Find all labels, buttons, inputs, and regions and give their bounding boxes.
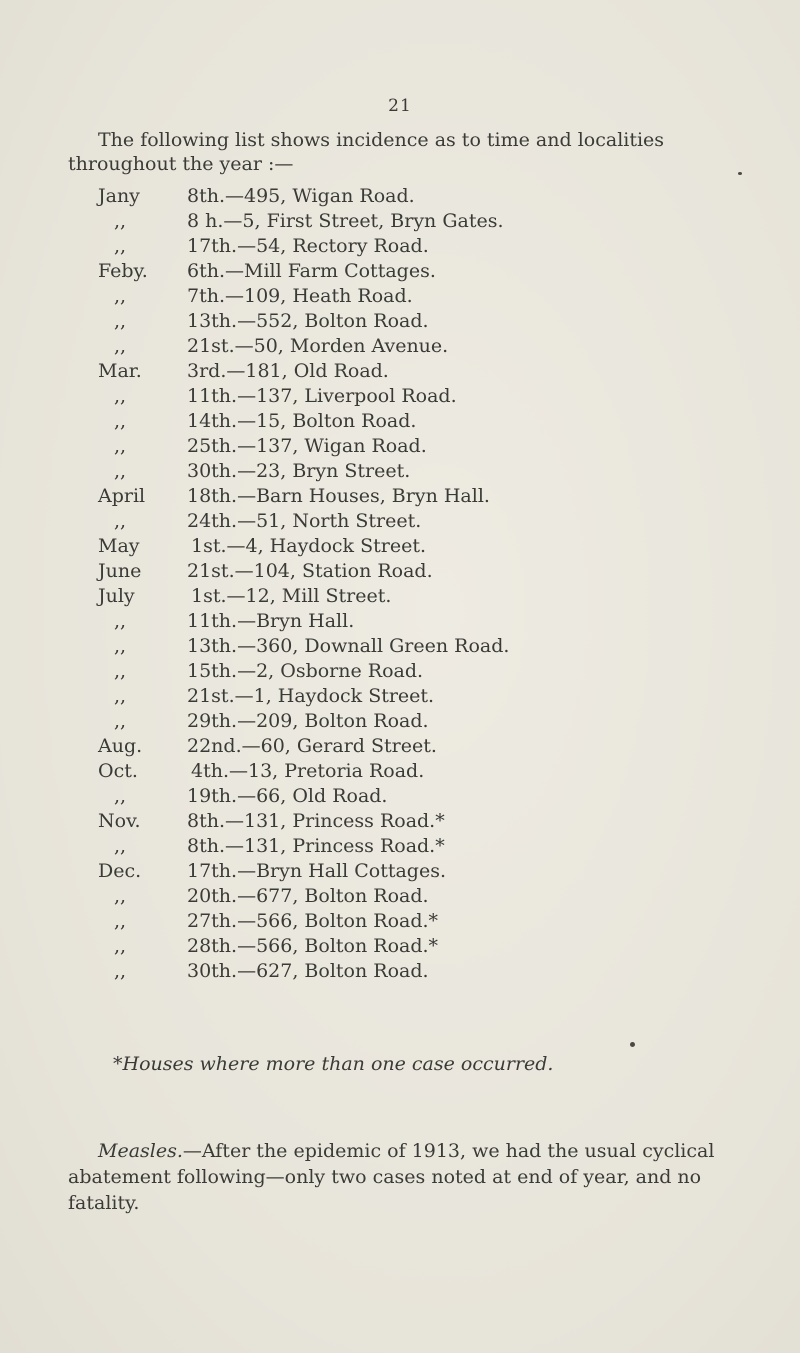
- entry-month: ,,: [114, 710, 127, 732]
- list-item: [0, 784, 800, 809]
- entry-text: 27th.—566, Bolton Road.*: [187, 910, 439, 932]
- entry-month: Oct.: [98, 760, 138, 782]
- incidence-list: [0, 184, 800, 984]
- entry-month: ,,: [114, 210, 127, 232]
- list-item: [0, 209, 800, 234]
- entry-month: ,,: [114, 235, 127, 257]
- entry-text: 17th.—54, Rectory Road.: [187, 235, 429, 257]
- list-item: [0, 484, 800, 509]
- entry-month: ,,: [114, 310, 127, 332]
- entry-text: 15th.—2, Osborne Road.: [187, 660, 424, 682]
- entry-month: ,,: [114, 410, 127, 432]
- intro-paragraph: [68, 128, 748, 176]
- entry-month: ,,: [114, 635, 127, 657]
- entry-text: 30th.—23, Bryn Street.: [187, 460, 411, 482]
- list-item: [0, 409, 800, 434]
- list-item: [0, 634, 800, 659]
- list-item: [0, 709, 800, 734]
- list-item: [0, 934, 800, 959]
- list-item: [0, 909, 800, 934]
- entry-text: 3rd.—181, Old Road.: [187, 360, 389, 382]
- entry-month: ,,: [114, 910, 127, 932]
- entry-text: 8th.—495, Wigan Road.: [187, 185, 415, 207]
- entry-text: 13th.—360, Downall Green Road.: [187, 635, 510, 657]
- entry-month: ,,: [114, 335, 127, 357]
- entry-text: 29th.—209, Bolton Road.: [187, 710, 429, 732]
- entry-text: 25th.—137, Wigan Road.: [187, 435, 427, 457]
- list-item: [0, 459, 800, 484]
- list-item: [0, 809, 800, 834]
- list-item: [0, 309, 800, 334]
- entry-text: 28th.—566, Bolton Road.*: [187, 935, 439, 957]
- list-item: [0, 334, 800, 359]
- list-item: [0, 659, 800, 684]
- list-item: [0, 834, 800, 859]
- entry-text: 1st.—4, Haydock Street.: [191, 535, 427, 557]
- entry-text: 18th.—Barn Houses, Bryn Hall.: [187, 485, 490, 507]
- entry-month: Aug.: [98, 735, 143, 757]
- list-item: [0, 234, 800, 259]
- entry-month: ,,: [114, 610, 127, 632]
- entry-month: ,,: [114, 835, 127, 857]
- entry-text: 21st.—1, Haydock Street.: [187, 685, 435, 707]
- entry-text: 8th.—131, Princess Road.*: [187, 810, 445, 832]
- entry-text: 11th.—Bryn Hall.: [187, 610, 355, 632]
- list-item: [0, 734, 800, 759]
- list-item: [0, 684, 800, 709]
- measles-line-2: abatement following—only two cases noted at end of year, and no: [68, 1166, 702, 1188]
- intro-line-1: The following list shows incidence as to time and localities: [98, 129, 665, 151]
- entry-month: April: [98, 485, 146, 507]
- entry-month: ,,: [114, 960, 127, 982]
- ink-speck: [738, 172, 742, 175]
- entry-month: ,,: [114, 385, 127, 407]
- ink-speck: [630, 1042, 635, 1047]
- list-item: [0, 284, 800, 309]
- entry-month: July: [98, 585, 135, 607]
- entry-text: 24th.—51, North Street.: [187, 510, 422, 532]
- entry-month: ,,: [114, 660, 127, 682]
- entry-text: 8 h.—5, First Street, Bryn Gates.: [187, 210, 504, 232]
- entry-month: ,,: [114, 460, 127, 482]
- entry-text: 13th.—552, Bolton Road.: [187, 310, 429, 332]
- entry-month: ,,: [114, 510, 127, 532]
- entry-month: ,,: [114, 935, 127, 957]
- entry-text: 6th.—Mill Farm Cottages.: [187, 260, 436, 282]
- entry-month: ,,: [114, 685, 127, 707]
- entry-month: ,,: [114, 435, 127, 457]
- list-item: [0, 384, 800, 409]
- page-number: 21: [388, 96, 412, 116]
- measles-line-3: fatality.: [68, 1192, 140, 1214]
- entry-month: Nov.: [98, 810, 141, 832]
- entry-text: 1st.—12, Mill Street.: [191, 585, 392, 607]
- entry-month: June: [98, 560, 142, 582]
- entry-text: 8th.—131, Princess Road.*: [187, 835, 445, 857]
- list-item: [0, 884, 800, 909]
- list-item: [0, 559, 800, 584]
- entry-text: 21st.—104, Station Road.: [187, 560, 433, 582]
- entry-month: Dec.: [98, 860, 142, 882]
- measles-line-1-text: —After the epidemic of 1913, we had the usual cyclical: [182, 1140, 715, 1162]
- entry-month: ,,: [114, 785, 127, 807]
- list-item: [0, 359, 800, 384]
- entry-text: 19th.—66, Old Road.: [187, 785, 388, 807]
- entry-text: 17th.—Bryn Hall Cottages.: [187, 860, 447, 882]
- list-item: [0, 534, 800, 559]
- entry-text: 4th.—13, Pretoria Road.: [191, 760, 425, 782]
- list-item: [0, 609, 800, 634]
- entry-text: 7th.—109, Heath Road.: [187, 285, 413, 307]
- entry-text: 21st.—50, Morden Avenue.: [187, 335, 449, 357]
- entry-month: Jany: [98, 185, 140, 207]
- entry-month: Mar.: [98, 360, 142, 382]
- list-item: [0, 184, 800, 209]
- entry-text: 11th.—137, Liverpool Road.: [187, 385, 457, 407]
- entry-text: 14th.—15, Bolton Road.: [187, 410, 417, 432]
- list-item: [0, 859, 800, 884]
- entry-text: 30th.—627, Bolton Road.: [187, 960, 429, 982]
- footnote: *Houses where more than one case occurred.: [113, 1053, 554, 1075]
- entry-month: ,,: [114, 285, 127, 307]
- entry-month: ,,: [114, 885, 127, 907]
- intro-line-2: throughout the year :—: [68, 153, 294, 175]
- entry-text: 22nd.—60, Gerard Street.: [187, 735, 437, 757]
- list-item: [0, 509, 800, 534]
- entry-month: Feby.: [98, 260, 148, 282]
- entry-text: 20th.—677, Bolton Road.: [187, 885, 429, 907]
- measles-title: Measles.: [98, 1140, 183, 1162]
- list-item: [0, 759, 800, 784]
- measles-paragraph: [68, 1138, 758, 1216]
- list-item: [0, 959, 800, 984]
- list-item: [0, 259, 800, 284]
- list-item: [0, 434, 800, 459]
- list-item: [0, 584, 800, 609]
- entry-month: May: [98, 535, 140, 557]
- measles-line-1: [68, 1138, 758, 1164]
